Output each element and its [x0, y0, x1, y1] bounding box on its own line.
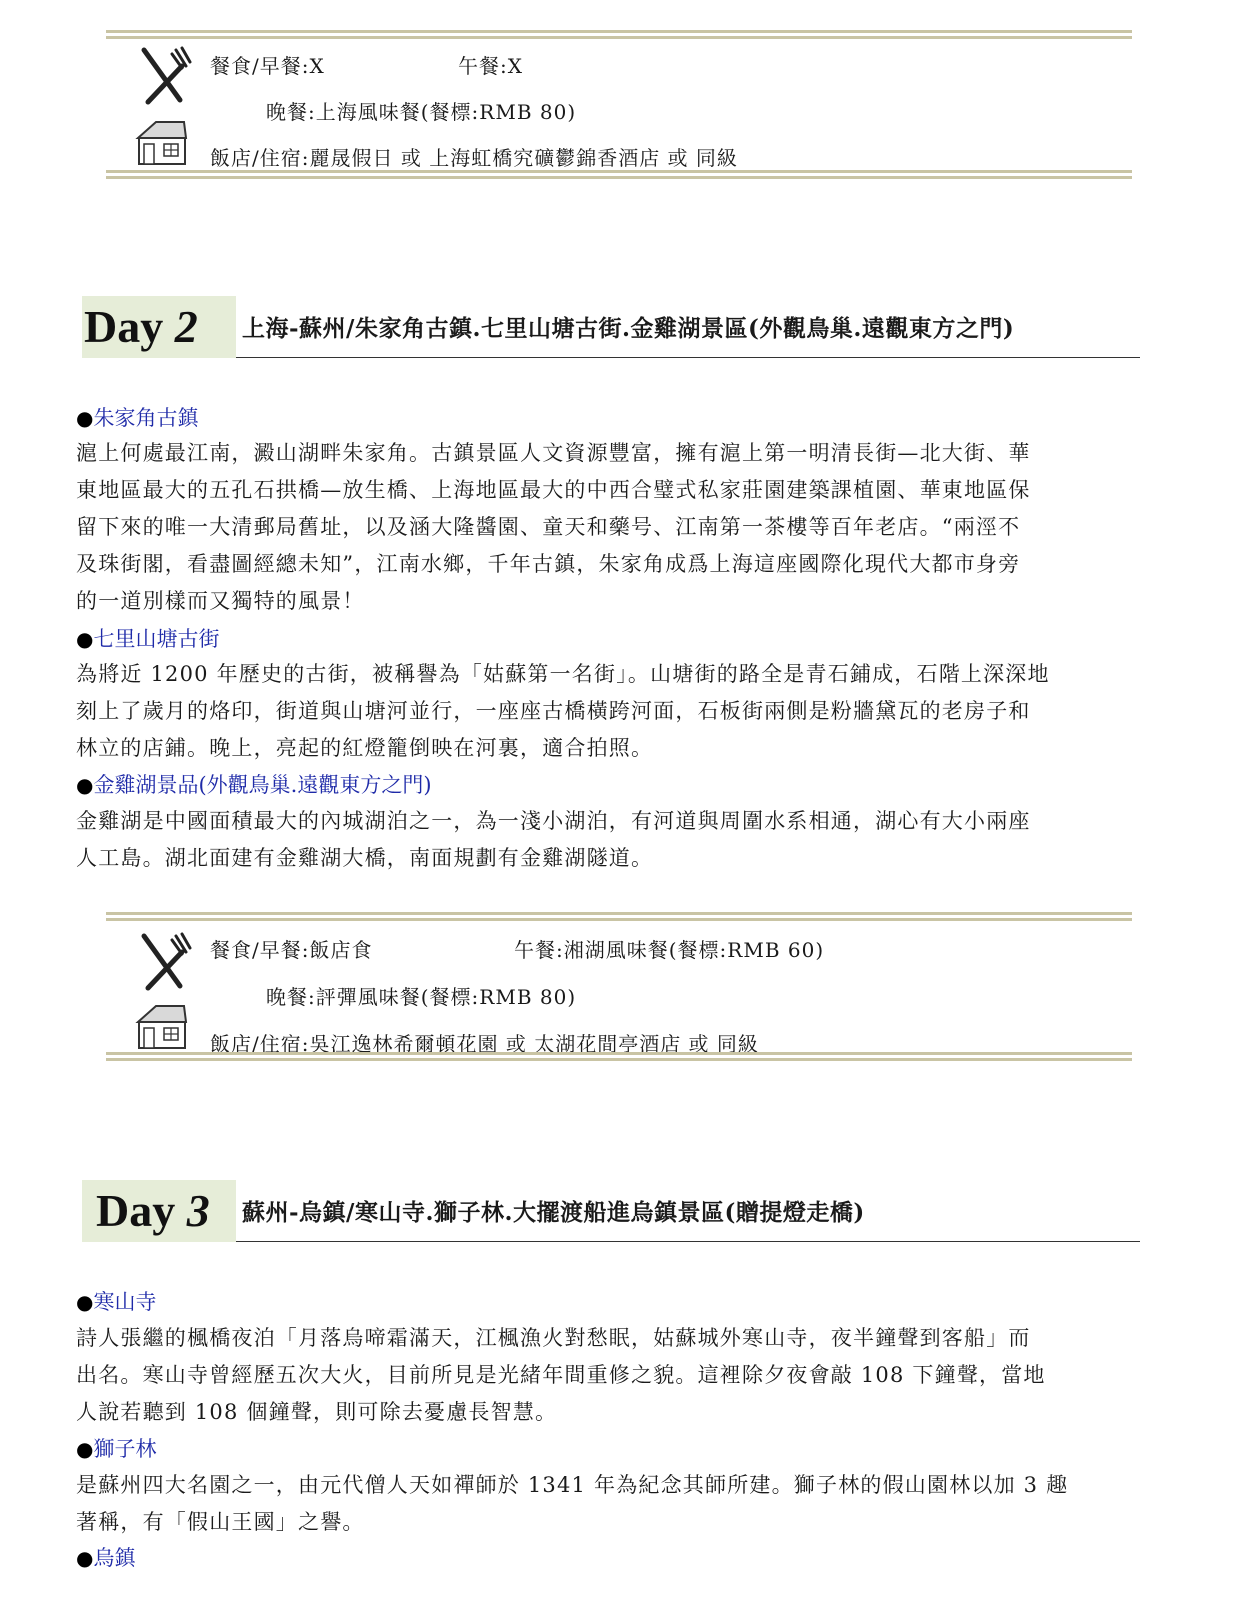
divider-bottom [106, 1052, 1132, 1061]
divider-bottom [106, 170, 1132, 179]
hotel-text: 飯店/住宿:麗晟假日 或 上海虹橋究礦鬱錦香酒店 或 同級 [210, 146, 738, 170]
title-underline [236, 357, 1140, 358]
day-label: Day 2 [84, 301, 198, 352]
section-heading: ●七里山塘古街 [76, 627, 220, 651]
dinner-text: 晚餐:上海風味餐(餐標:RMB 80) [266, 100, 577, 124]
section-heading: ●金雞湖景品(外觀鳥巢.遠觀東方之門) [76, 773, 432, 797]
section-heading: ●烏鎮 [76, 1546, 136, 1570]
lunch-text: 午餐:X [458, 54, 523, 78]
day-2-header [82, 296, 1140, 358]
section-body: 金雞湖是中國面積最大的內城湖泊之一，為一淺小湖泊，有河道與周圍水系相通，湖心有大小兩座 人工島。湖北面建有金雞湖大橋，南面規劃有金雞湖隧道。 [76, 809, 1031, 870]
section-body: 詩人張繼的楓橋夜泊「月落烏啼霜滿天，江楓漁火對愁眠，姑蘇城外寒山寺，夜半鐘聲到客船」而 出名。寒山寺曾經歷五次大火，目前所見是光緒年間重修之貌。這裡除夕夜會敲 108 下鐘聲，當地 人說若聽到 108 個鐘聲，則可除去憂慮長智慧。 [76, 1326, 1046, 1424]
day-label: Day 3 [96, 1185, 210, 1236]
section-body: 滬上何處最江南，澱山湖畔朱家角。古鎮景區人文資源豐富，擁有滬上第一明清長街—北大街、華 東地區最大的五孔石拱橋—放生橋、上海地區最大的中西合璧式私家莊園建築課植園、華東地區保 留下來的唯一大清郵局舊址，以及涵大隆醬園、童天和藥号、江南第一茶樓等百年老店。“兩涇不 及珠街閣，看盡圖經總未知”，江南水鄉，千年古鎮，朱家角成爲上海這座國際化現代大都市身旁 的一道別樣而又獨特的風景！ [76, 441, 1031, 613]
meal-box-day1 [106, 30, 1132, 182]
lunch-text: 午餐:湘湖風味餐(餐標:RMB 60) [514, 938, 825, 962]
section-heading: ●獅子林 [76, 1437, 157, 1461]
section-body: 為將近 1200 年歷史的古街，被稱譽為「姑蘇第一名街」。山塘街的路全是青石鋪成，石階上深深地 刻上了歲月的烙印，街道與山塘河並行，一座座古橋橫跨河面，石板街兩側是粉牆黛瓦的老房子和 林立的店鋪。晚上，亮起的紅燈籠倒映在河裏，適合拍照。 [76, 662, 1050, 760]
section-body: 是蘇州四大名園之一，由元代僧人天如禪師於 1341 年為紀念其師所建。獅子林的假山園林以加 3 趣 著稱，有「假山王國」之譽。 [76, 1473, 1069, 1534]
breakfast-text: 餐食/早餐:X [210, 54, 325, 78]
hotel-text: 飯店/住宿:吳江逸林希爾頓花園 或 太湖花間亭酒店 或 同級 [210, 1032, 759, 1056]
day-title: 上海-蘇州/朱家角古鎮.七里山塘古街.金雞湖景區(外觀鳥巢.遠觀東方之門) [242, 315, 1015, 342]
day-title: 蘇州-烏鎮/寒山寺.獅子林.大擺渡船進烏鎮景區(贈提燈走橋) [242, 1199, 865, 1226]
dinner-text: 晚餐:評彈風味餐(餐標:RMB 80) [266, 985, 577, 1009]
divider-top [106, 30, 1132, 39]
section-heading: ●寒山寺 [76, 1290, 157, 1314]
section-heading: ●朱家角古鎮 [76, 406, 199, 430]
breakfast-text: 餐食/早餐:飯店食 [210, 938, 373, 962]
meal-box-day2 [106, 912, 1132, 1064]
day-3-header [82, 1180, 1140, 1242]
house-icon [134, 118, 188, 166]
title-underline [236, 1241, 1140, 1242]
house-icon [134, 1002, 188, 1050]
fork-knife-icon [136, 46, 192, 106]
divider-top [106, 912, 1132, 921]
fork-knife-icon [136, 932, 192, 992]
